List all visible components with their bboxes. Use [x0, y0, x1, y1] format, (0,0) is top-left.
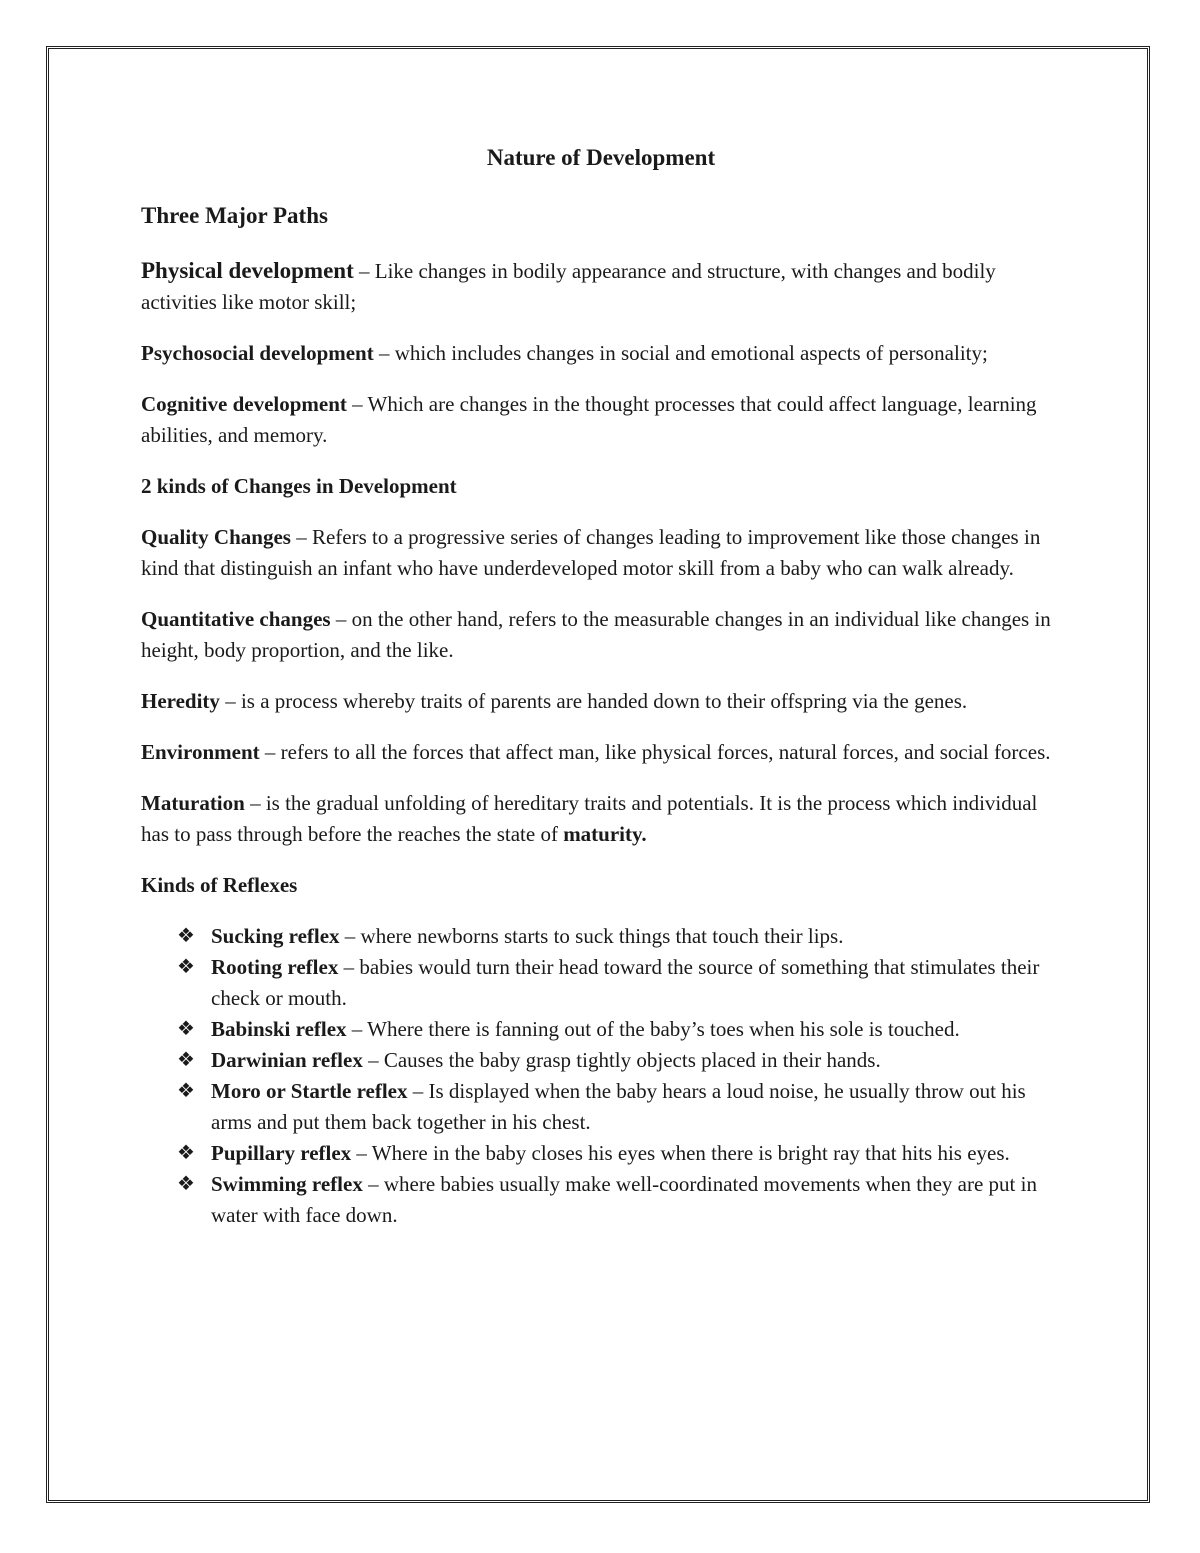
reflex-text: – Is displayed when the baby hears a loud noise, he usually throw out his arms and put them back together in his chest.	[211, 1079, 1026, 1134]
entry-quality-changes	[141, 522, 1061, 584]
entry-term: Maturation	[141, 791, 245, 815]
entry-maturation	[141, 788, 1061, 850]
reflex-term: Moro or Startle reflex	[211, 1079, 408, 1103]
entry-text: – Which are changes in the thought processes that could affect language, learning abilities, and memory.	[141, 392, 1037, 447]
list-item	[177, 1045, 1061, 1076]
reflex-text: – where babies usually make well-coordinated movements when they are put in water with face down.	[211, 1172, 1037, 1227]
entry-emphasis: maturity.	[563, 822, 647, 846]
entry-term: Heredity	[141, 689, 220, 713]
reflex-text: – Causes the baby grasp tightly objects placed in their hands.	[362, 1048, 881, 1072]
entry-text: – on the other hand, refers to the measurable changes in an individual like changes in height, body proportion, and the like.	[141, 607, 1051, 662]
entry-term: Quality Changes	[141, 525, 291, 549]
list-item	[177, 1014, 1061, 1045]
list-item	[177, 952, 1061, 1014]
reflex-term: Swimming reflex	[211, 1172, 363, 1196]
entry-term: Quantitative changes	[141, 607, 331, 631]
changes-heading: 2 kinds of Changes in Development	[141, 474, 457, 498]
entry-text: – is the gradual unfolding of hereditary traits and potentials. It is the process which individual has to pass through before the reaches the state of	[141, 791, 1038, 846]
diamond-bullet-icon: ❖	[177, 1173, 195, 1195]
reflex-text: – babies would turn their head toward the source of something that stimulates their check or mouth.	[211, 955, 1040, 1010]
reflex-term: Sucking reflex	[211, 924, 340, 948]
diamond-bullet-icon: ❖	[177, 1018, 195, 1040]
paths-heading: Three Major Paths	[141, 203, 328, 228]
diamond-bullet-icon: ❖	[177, 1142, 195, 1164]
entry-term: Physical development	[141, 258, 354, 283]
entry-psychosocial-development	[141, 338, 1061, 369]
diamond-bullet-icon: ❖	[177, 1049, 195, 1071]
document-title: Nature of Development	[486, 145, 716, 170]
entry-term: Psychosocial development	[141, 341, 374, 365]
diamond-bullet-icon: ❖	[177, 925, 195, 947]
entry-text: – Like changes in bodily appearance and structure, with changes and bodily activities like motor skill;	[141, 259, 996, 314]
entry-text: – is a process whereby traits of parents are handed down to their offspring via the genes.	[219, 689, 968, 713]
entry-quantitative-changes	[141, 604, 1061, 666]
entry-environment	[141, 737, 1061, 768]
reflex-term: Darwinian reflex	[211, 1048, 363, 1072]
entry-text: – refers to all the forces that affect man, like physical forces, natural forces, and social forces.	[259, 740, 1051, 764]
entry-physical-development	[141, 255, 1061, 318]
entry-text: – which includes changes in social and emotional aspects of personality;	[373, 341, 988, 365]
entry-text: – Refers to a progressive series of changes leading to improvement like those changes in kind that distinguish an infant who have underdeveloped motor skill from a baby who can walk already.	[141, 525, 1041, 580]
list-item	[177, 921, 1061, 952]
entry-heredity	[141, 686, 1061, 717]
list-item	[177, 1169, 1061, 1231]
diamond-bullet-icon: ❖	[177, 956, 195, 978]
reflex-text: – Where there is fanning out of the baby’s toes when his sole is touched.	[346, 1017, 960, 1041]
reflex-term: Babinski reflex	[211, 1017, 347, 1041]
reflexes-heading: Kinds of Reflexes	[141, 873, 298, 897]
reflex-list	[141, 921, 1061, 1231]
entry-term: Cognitive development	[141, 392, 347, 416]
entry-cognitive-development	[141, 389, 1061, 451]
list-item	[177, 1076, 1061, 1138]
diamond-bullet-icon: ❖	[177, 1080, 195, 1102]
reflex-text: – Where in the baby closes his eyes when there is bright ray that hits his eyes.	[351, 1141, 1010, 1165]
entry-term: Environment	[141, 740, 260, 764]
document-body	[141, 141, 1061, 1231]
reflex-text: – where newborns starts to suck things that touch their lips.	[339, 924, 844, 948]
list-item	[177, 1138, 1061, 1169]
reflex-term: Rooting reflex	[211, 955, 339, 979]
reflex-term: Pupillary reflex	[211, 1141, 352, 1165]
